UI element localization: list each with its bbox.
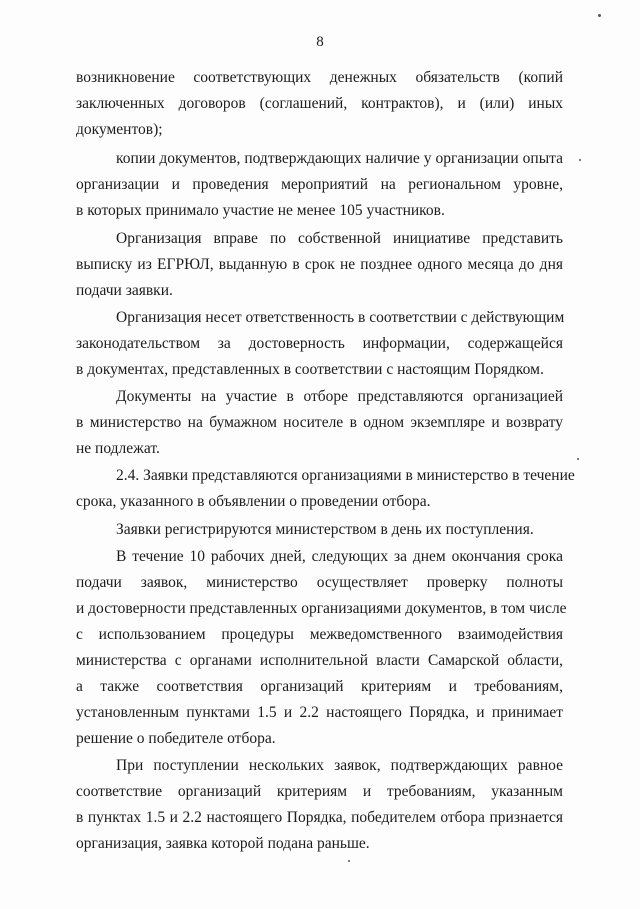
- text-line: в которых принимало участие не менее 105 участников.: [76, 202, 445, 219]
- text-line: установленным пунктами 1.5 и 2.2 настоящего Порядка, и принимает: [76, 704, 563, 721]
- text-line: в документах, представленных в соответствии с настоящим Порядком.: [76, 361, 544, 378]
- text-line: организации и проведения мероприятий на региональном уровне,: [76, 176, 563, 193]
- text-line: министерства с органами исполнительной власти Самарской области,: [76, 652, 563, 669]
- text-line: выписку из ЕГРЮЛ, выданную в срок не позднее одного месяца до дня: [76, 256, 563, 273]
- text-line: решение о победителе отбора.: [76, 730, 276, 747]
- text-line: подачи заявки.: [76, 282, 173, 299]
- text-line: Заявки регистрируются министерством в день их поступления.: [116, 521, 534, 538]
- text-line: соответствие организаций критериям и требованиям, указанным: [76, 783, 563, 800]
- text-line: срока, указанного в объявлении о проведении отбора.: [76, 493, 431, 510]
- text-line: в пунктах 1.5 и 2.2 настоящего Порядка, победителем отбора признается: [76, 809, 563, 826]
- text-line: Организация вправе по собственной инициативе представить: [116, 230, 563, 247]
- text-line: подачи заявок, министерство осуществляет проверку полноты: [76, 574, 563, 591]
- text-line: копии документов, подтверждающих наличие у организации опыта: [116, 150, 563, 167]
- text-line: организация, заявка которой подана раньше.: [76, 835, 370, 852]
- text-line: Организация несет ответственность в соответствии с действующим: [116, 309, 565, 326]
- text-line: заключенных договоров (соглашений, контрактов), и (или) иных: [76, 95, 563, 112]
- text-line: с использованием процедуры межведомственного взаимодействия: [76, 626, 563, 643]
- scan-speck: [579, 159, 581, 161]
- scan-speck: [598, 14, 601, 17]
- text-line: документов);: [76, 121, 163, 138]
- text-line: в министерство на бумажном носителе в одном экземпляре и возврату: [76, 414, 563, 431]
- text-line: и достоверности представленных организациями документов, в том числе: [76, 600, 567, 617]
- page-number: 8: [316, 34, 324, 50]
- text-line: а также соответствия организаций критериям и требованиям,: [76, 678, 563, 695]
- text-line: Документы на участие в отборе представляются организацией: [116, 388, 563, 405]
- text-line: При поступлении нескольких заявок, подтверждающих равное: [116, 757, 563, 774]
- text-line: не подлежат.: [76, 440, 160, 457]
- text-line: 2.4. Заявки представляются организациями в министерство в течение: [116, 467, 575, 484]
- text-line: В течение 10 рабочих дней, следующих за днем окончания срока: [116, 548, 563, 565]
- text-line: возникновение соответствующих денежных обязательств (копий: [76, 69, 563, 86]
- text-line: законодательством за достоверность информации, содержащейся: [76, 335, 563, 352]
- scan-speck: [577, 458, 579, 460]
- scan-speck: [348, 860, 350, 862]
